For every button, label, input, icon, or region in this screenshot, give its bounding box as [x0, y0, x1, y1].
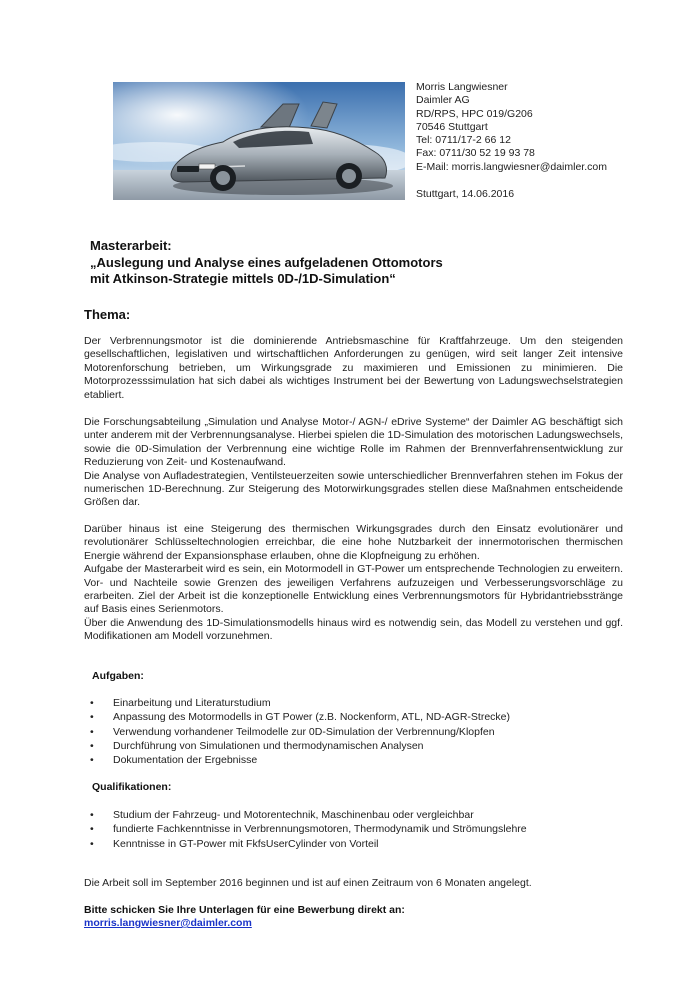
apply-instruction: Bitte schicken Sie Ihre Unterlagen für eine Bewerbung direkt an:: [84, 904, 405, 916]
paragraph: Die Forschungsabteilung „Simulation und Analyse Motor-/ AGN-/ eDrive Systeme“ der Daimler AG beschäftigt sich unter anderem mit der Verbrennungsanalyse. Hierbei spielen die 1D-Simulation des motorischen Ladungswechsels, sowie die 0D-Simulation der Verbrennung eine wichtige Rolle im Rahmen der Brennverfahrensentwicklung zur Reduzierung von Zeit- und Kostenaufwand.: [84, 416, 623, 469]
paragraph: Darüber hinaus ist eine Steigerung des thermischen Wirkungsgrades durch den Einsatz evolutionärer und revolutionärer Schlüsseltechnologien erreichbar, die eine hohe Nutzbarkeit der innermotorischen thermischen Energie während der Expansionsphase erlauben, ohne die Klopfneigung zu erhöhen.: [84, 523, 623, 562]
list-item: • Durchführung von Simulationen und thermodynamischen Analysen: [90, 739, 510, 753]
list-item: • Dokumentation der Ergebnisse: [90, 753, 510, 767]
paragraph: Über die Anwendung des 1D-Simulationsmodells hinaus wird es notwendig sein, das Modell zu verstehen und ggf. Modifikationen am Modell vorzunehmen.: [84, 616, 623, 643]
thesis-title: [90, 238, 443, 288]
title-line-2: mit Atkinson-Strategie mittels 0D-/1D-Simulation“: [90, 271, 396, 286]
aufgaben-heading: Aufgaben:: [92, 670, 144, 682]
list-item: • Verwendung vorhandener Teilmodelle zur 0D-Simulation der Verbrennung/Klopfen: [90, 725, 510, 739]
contact-department: RD/RPS, HPC 019/G206: [416, 107, 533, 120]
contact-tel: Tel: 0711/17-2 66 12: [416, 134, 511, 147]
contact-email: E-Mail: morris.langwiesner@daimler.com: [416, 160, 607, 173]
list-item: • Studium der Fahrzeug- und Motorentechnik, Maschinenbau oder vergleichbar: [90, 808, 527, 822]
contact-block: [416, 81, 607, 174]
contact-city: 70546 Stuttgart: [416, 120, 488, 133]
qualifikationen-heading: Qualifikationen:: [92, 781, 172, 793]
apply-email-link[interactable]: morris.langwiesner@daimler.com: [84, 917, 252, 929]
closing-text: Die Arbeit soll im September 2016 beginnen und ist auf einen Zeitraum von 6 Monaten angelegt.: [84, 877, 532, 889]
list-item: • Anpassung des Motormodells in GT Power (z.B. Nockenform, ATL, ND-AGR-Strecke): [90, 710, 510, 724]
list-item: • fundierte Fachkenntnisse in Verbrennungsmotoren, Thermodynamik und Strömungslehre: [90, 822, 527, 836]
paragraph-intro: [84, 335, 623, 402]
contact-company: Daimler AG: [416, 94, 470, 107]
paragraph: Die Analyse von Aufladestrategien, Ventilsteuerzeiten sowie unterschiedlicher Brennverfahren stehen im Fokus der numerischen 1D-Berechnung. Zur Steigerung des Motorwirkungsgrades stellen diese Maßnahmen entscheidende Größen dar.: [84, 469, 623, 509]
list-item: • Kenntnisse in GT-Power mit FkfsUserCylinder von Vorteil: [90, 837, 527, 851]
paragraph: Aufgabe der Masterarbeit wird es sein, ein Motormodell in GT-Power um entsprechende Technologien zu erweitern. Vor- und Nachteile sowie Grenzen des jeweiligen Verfahrens aufzuzeigen und Verbesserungsvorschläge zu erarbeiten. Ziel der Arbeit ist die konzeptionelle Entwicklung eines Verbrennungsmotors für Hybridantriebsstränge auf Basis eines Serienmotors.: [84, 563, 623, 616]
contact-fax: Fax: 0711/30 52 19 93 78: [416, 147, 535, 160]
title-label: Masterarbeit:: [90, 238, 172, 253]
aufgaben-list: [90, 696, 510, 767]
paragraph: Der Verbrennungsmotor ist die dominierende Antriebsmaschine für Kraftfahrzeuge. Um den steigenden gesellschaftlichen, legislativen und wirtschaftlichen Anforderungen zu genügen, wird seit langer Zeit intensive Motorenforschung betrieben, um Wirkungsgrade zu maximieren und Emissionen zu minimieren. Die Motorprozesssimulation hat sich dabei als wichtiges Instrument bei der Bewertung von Ladungswechselstrategien etabliert.: [84, 335, 623, 401]
qualifikationen-list: [90, 808, 527, 851]
thema-heading: Thema:: [84, 307, 131, 322]
title-line-1: „Auslegung und Analyse eines aufgeladenen Ottomotors: [90, 254, 443, 270]
list-item: • Einarbeitung und Literaturstudium: [90, 696, 510, 710]
paragraph-research: [84, 416, 623, 510]
document-date: Stuttgart, 14.06.2016: [416, 188, 515, 200]
paragraph-task: [84, 523, 623, 644]
car-photo: [113, 82, 405, 200]
contact-name: Morris Langwiesner: [416, 81, 508, 93]
